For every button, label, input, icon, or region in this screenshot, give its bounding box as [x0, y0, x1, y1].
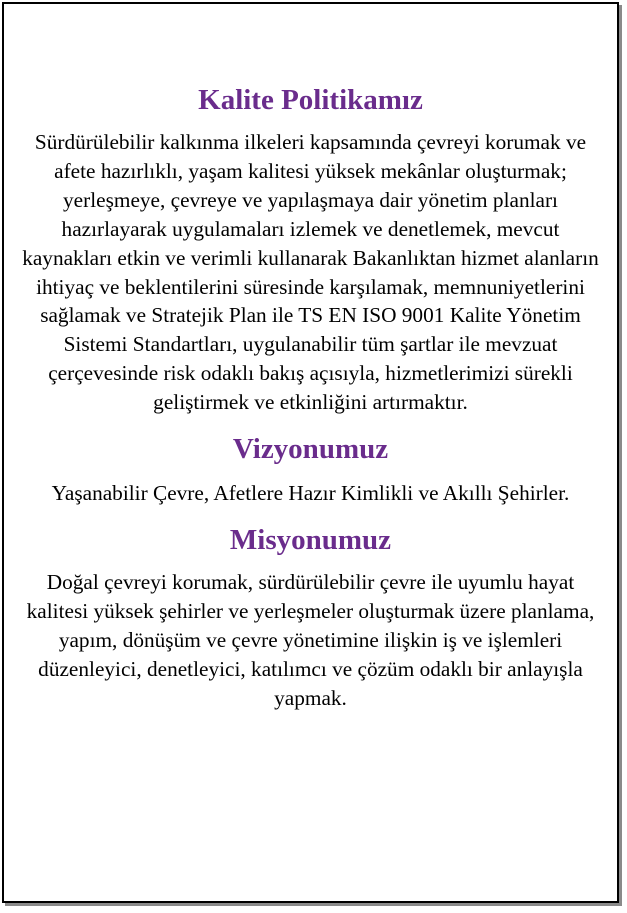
mission-heading: Misyonumuz — [229, 523, 392, 556]
vision-heading: Vizyonumuz — [232, 433, 389, 466]
mission-text: Doğal çevreyi korumak, sürdürülebilir çevre ile uyumlu hayat kalitesi yüksek şehirler ve yerleşmeler oluşturmak üzere planlama, yapım, dönüşüm ve çevre yönetimine ilişkin iş ve işlemleri düzenleyici, denetleyici, katılımcı ve çözüm odaklı bir anlayışla yapmak. — [26, 569, 595, 710]
mission-section — [16, 520, 605, 713]
document-content — [16, 80, 605, 713]
quality-policy-text: Sürdürülebilir kalkınma ilkeleri kapsamında çevreyi korumak ve afete hazırlıklı, yaşam kalitesi yüksek mekânlar oluşturmak; yerleşmeye, çevreye ve yapılaşmaya dair yönetim planları hazırlayarak uygulamaları izlemek ve denetlemek, mevcut kaynakları etkin ve verimli kullanarak Bakanlıktan hizmet alanların ihtiyaç ve beklentilerini süresinde karşılamak, memnuniyetlerini sağlamak ve Stratejik Plan ile TS EN ISO 9001 Kalite Yönetim Sistemi Standartları, uygulanabilir tüm şartlar ile mevzuat çerçevesinde risk odaklı bakış açısıyla, hizmetlerimizi sürekli geliştirmek ve etkinliğini artırmaktır. — [22, 130, 599, 415]
vision-text: Yaşanabilir Çevre, Afetlere Hazır Kimlikli ve Akıllı Şehirler. — [51, 481, 570, 506]
document-frame — [2, 2, 619, 903]
vision-section — [16, 429, 605, 508]
quality-policy-heading: Kalite Politikamız — [198, 84, 423, 116]
quality-policy-section — [16, 80, 605, 417]
